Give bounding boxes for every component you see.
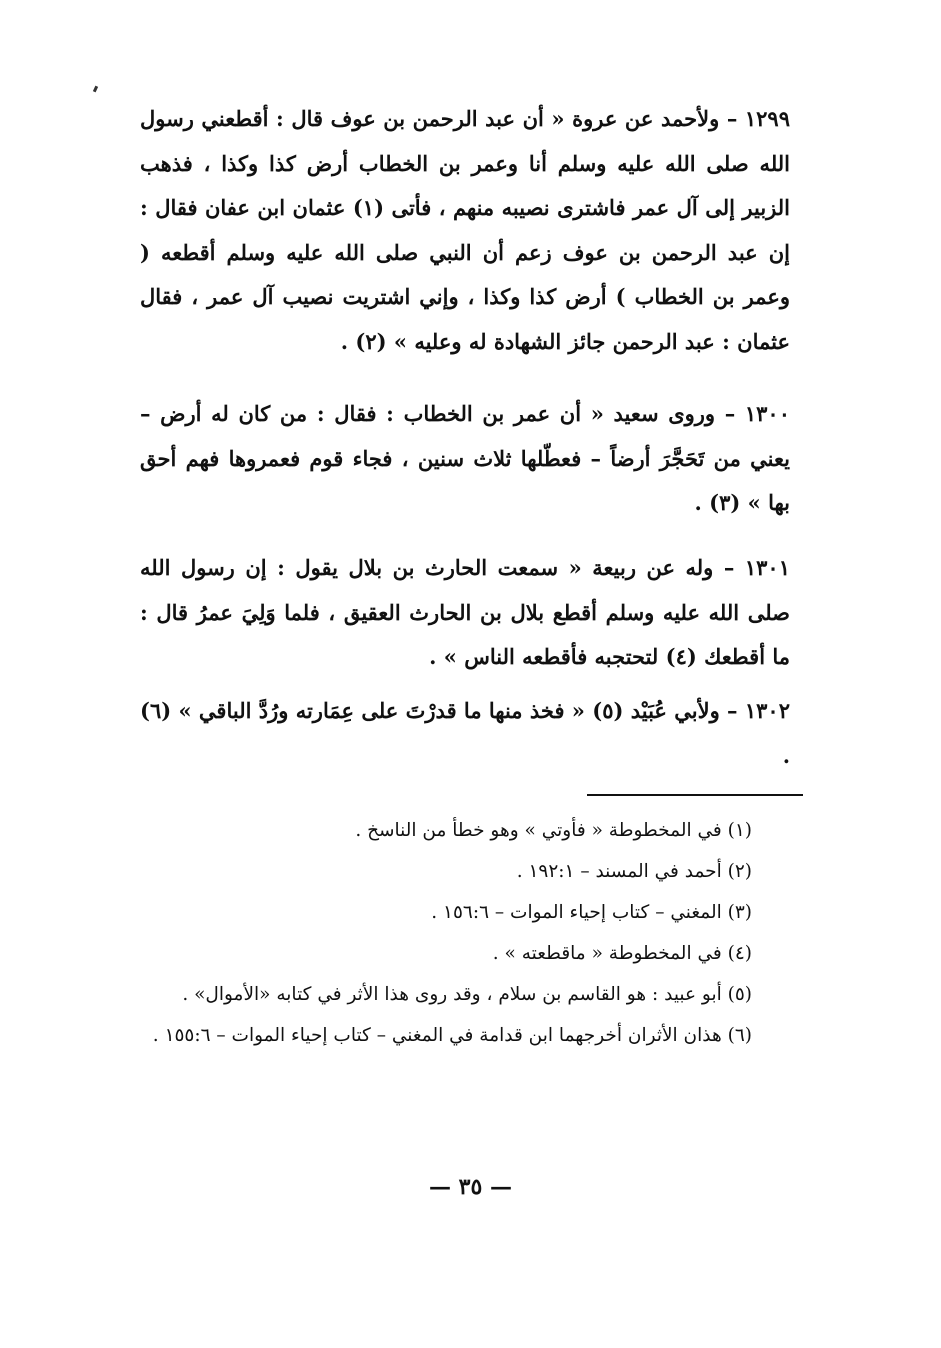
page-number: — ٣٥ — — [429, 1174, 512, 1200]
hadith-1302: ١٣٠٢ – ولأبي عُبَيْد (٥) « فخذ منها ما قدرْتَ على عِمَارته ورُدَّ الباقي » (٦) . — [140, 698, 790, 768]
hadith-1301: ١٣٠١ – وله عن ربيعة « سمعت الحارث بن بلال يقول : إن رسول الله صلى الله عليه وسلم أقطع بلال بن الحارث العقيق ، فلما وَلِيَ عمرُ قال : ما أقطعك (٤) لتحتجبه فأقطعه الناس » . — [140, 555, 790, 669]
footnote-divider — [587, 794, 803, 796]
hadith-1300: ١٣٠٠ – وروى سعيد « أن عمر بن الخطاب : فقال : من كان له أرض – يعني من تَحَجَّرَ أرضاً – فعطّلها ثلاث سنين ، فجاء قوم فعمروها فهم أحق بها » (٣) . — [140, 401, 790, 515]
footnote-2: (٢) أحمد في المسند – ١٩٢:١ . — [516, 861, 752, 882]
scan-speck — [93, 86, 98, 93]
footnote-5: (٥) أبو عبيد : هو القاسم بن سلام ، وقد روى هذا الأثر في كتابه «الأموال» . — [182, 984, 752, 1005]
hadith-1299: ١٢٩٩ – ولأحمد عن عروة « أن عبد الرحمن بن عوف قال : أقطعني رسول الله صلى الله عليه وسلم أنا وعمر بن الخطاب أرض كذا وكذا ، فذهب الزبير إلى آل عمر فاشترى نصيبه منهم ، فأتى (١) عثمان ابن عفان فقال : إن عبد الرحمن بن عوف زعم أن النبي صلى الله عليه وسلم أقطعه ( وعمر بن الخطاب ) أرض كذا وكذا ، وإني اشتريت نصيب آل عمر ، فقال عثمان : عبد الرحمن جائز الشهادة له وعليه » (٢) . — [140, 106, 790, 354]
footnote-6: (٦) هذان الأثران أخرجهما ابن قدامة في المغني – كتاب إحياء الموات – ١٥٥:٦ . — [152, 1025, 752, 1046]
footnote-1: (١) في المخطوطة « فأوتي » وهو خطأ من الناسخ . — [355, 820, 752, 841]
footnote-4: (٤) في المخطوطة « ماقطعته » . — [492, 943, 752, 964]
footnotes — [140, 810, 790, 1056]
footnote-3: (٣) المغني – كتاب إحياء الموات – ١٥٦:٦ . — [431, 902, 752, 923]
